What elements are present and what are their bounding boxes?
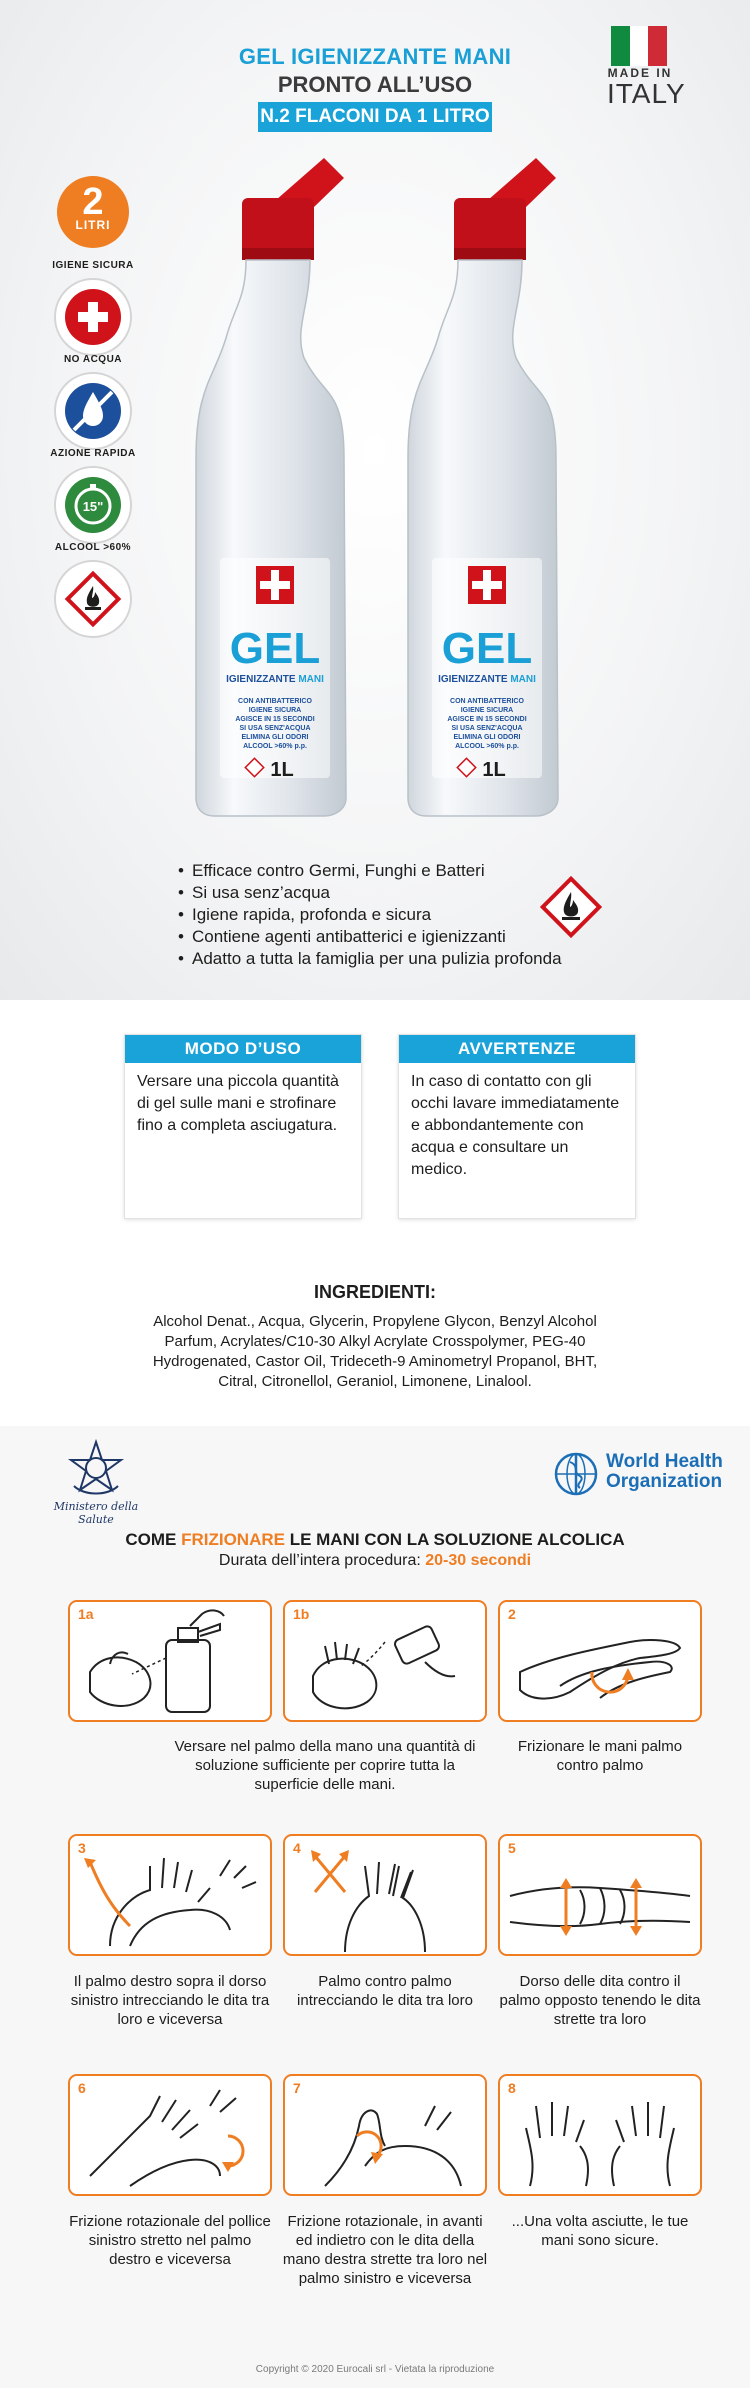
warning-box-title: AVVERTENZE	[399, 1035, 635, 1063]
step-number: 1a	[78, 1606, 94, 1622]
made-in-country: ITALY	[607, 78, 686, 109]
ministry-emblem-icon	[66, 1438, 126, 1498]
who-emblem-icon	[550, 1448, 602, 1500]
step-number: 7	[293, 2080, 301, 2096]
procedure-title-highlight: FRIZIONARE	[181, 1530, 285, 1549]
step-card-7	[283, 2074, 487, 2196]
bottle-line: IGIENE SICURA	[460, 707, 514, 714]
step-number: 8	[508, 2080, 516, 2096]
product-subtitle: PRONTO ALL’USO	[277, 72, 473, 97]
palm-to-palm-illustration	[500, 1602, 700, 1720]
dry-hands-illustration	[500, 2076, 700, 2194]
feature-label: AZIONE RAPIDA	[50, 448, 136, 459]
ingredients-title: INGREDIENTI:	[313, 1282, 436, 1302]
dispense-hands-illustration	[70, 1602, 270, 1720]
step-caption: Palmo contro palmo intrecciando le dita tra loro	[297, 1973, 473, 2009]
feature-bullet: • Igiene rapida, profonda e sicura	[178, 904, 598, 926]
water-drop-icon	[50, 366, 136, 452]
step-card-8	[498, 2074, 702, 2196]
step-number: 2	[508, 1606, 516, 1622]
feature-bullet: • Adatto a tutta la famiglia per una pulizia profonda	[178, 948, 598, 970]
who-name-line1: World Health	[606, 1451, 723, 1472]
interlaced-fingers-illustration	[285, 1836, 485, 1954]
bottle-line: IGIENE SICURA	[248, 707, 302, 714]
svg-text:IGIENIZZANTE MANI	[226, 674, 324, 685]
bottle-line: AGISCE IN 15 SECONDI	[447, 716, 527, 723]
back-of-fingers-illustration	[500, 1836, 700, 1954]
feature-badge-no-water	[50, 354, 136, 452]
step-card-5	[498, 1834, 702, 1956]
step-caption: Frizionare le mani palmo contro palmo	[517, 1738, 683, 1774]
procedure-duration	[0, 1552, 750, 1570]
bottle-subtitle-a: IGIENIZZANTE	[226, 674, 296, 685]
usage-box	[124, 1034, 362, 1219]
fingertips-rotation-illustration	[285, 2076, 485, 2194]
step-card-6	[68, 2074, 272, 2196]
bottle-line: SI USA SENZ'ACQUA	[239, 725, 311, 732]
warning-box	[398, 1034, 636, 1219]
procedure-title-b: LE MANI CON LA SOLUZIONE ALCOLICA	[284, 1530, 625, 1549]
product-features-list	[178, 860, 598, 970]
ingredients-text: Alcohol Denat., Acqua, Glycerin, Propylene Glycon, Benzyl Alcohol Parfum, Acrylates/C10-30 Alkyl Acrylate Crosspolymer, PEG-40 Hydrogenated, Castor Oil, Trideceth-9 Aminometryl Propanol, BHT, Citral, Citronellol, Geraniol, Limonene, Linalool.	[152, 1313, 598, 1390]
step-number: 6	[78, 2080, 86, 2096]
timer-value: 15"	[82, 499, 104, 514]
step-number: 1b	[293, 1606, 310, 1622]
gel-bottle-image	[174, 158, 374, 818]
step-card-3	[68, 1834, 272, 1956]
copyright-footer: Copyright © 2020 Eurocali srl - Vietata la riproduzione	[255, 2364, 495, 2375]
procedure-title-a: COME	[125, 1530, 182, 1549]
step-number: 4	[293, 1840, 301, 1856]
feature-label: IGIENE SICURA	[52, 260, 134, 271]
liters-number: 2	[82, 181, 104, 223]
bottle-volume: 1L	[482, 759, 506, 781]
bottle-line: ALCOOL >60% p.p.	[243, 743, 307, 750]
feature-badge-rapid-action	[50, 448, 136, 546]
step-caption: ...Una volta asciutte, le tue mani sono sicure.	[511, 2213, 689, 2249]
flammable-hazard-icon	[540, 876, 602, 938]
who-name-line2: Organization	[606, 1471, 723, 1492]
svg-text:IGIENIZZANTE MANI	[438, 674, 536, 685]
step-caption: Il palmo destro sopra il dorso sinistro intrecciando le dita tra loro e viceversa	[70, 1973, 270, 2028]
bottle-line: ELIMINA GLI ODORI	[241, 734, 309, 741]
bottle-subtitle-b: MANI	[298, 674, 324, 685]
procedure-duration-label: Durata dell’intera procedura:	[218, 1552, 426, 1569]
bottle-line: CON ANTIBATTERICO	[450, 698, 524, 705]
bottle-volume: 1L	[270, 759, 294, 781]
usage-box-text: Versare una piccola quantità di gel sulle mani e strofinare fino a completa asciugatura.	[137, 1073, 339, 1134]
feature-bullet: • Si usa senz’acqua	[178, 882, 598, 904]
feature-bullet: • Efficace contro Germi, Funghi e Batteri	[178, 860, 598, 882]
who-name	[606, 1452, 746, 1492]
bottle-brand: GEL	[441, 624, 533, 673]
step-card-2	[498, 1600, 702, 1722]
bottle-line: ELIMINA GLI ODORI	[453, 734, 521, 741]
feature-label: NO ACQUA	[63, 354, 123, 365]
thumb-rotation-illustration	[70, 2076, 270, 2194]
bottle-line: CON ANTIBATTERICO	[238, 698, 312, 705]
step-number: 3	[78, 1840, 86, 1856]
step-card-1a	[68, 1600, 272, 1722]
feature-badge-alcohol	[50, 542, 136, 640]
warning-box-text: In caso di contatto con gli occhi lavare immediatamente e abbondantemente con acqua e consultare un medico.	[411, 1073, 620, 1178]
bottle-brand: GEL	[229, 624, 321, 673]
flammable-icon	[50, 554, 136, 640]
step-caption: Versare nel palmo della mano una quantità di soluzione sufficiente per coprire tutta la superficie delle mani.	[174, 1738, 476, 1793]
step-caption: Frizione rotazionale, in avanti ed indietro con le dita della mano destra strette tra loro nel palmo sinistro e viceversa	[282, 2213, 488, 2287]
italy-flag-icon	[611, 26, 667, 66]
pour-hands-illustration	[285, 1602, 485, 1720]
ministry-name: Ministero della Salute	[53, 1500, 139, 1526]
feature-label: ALCOOL >60%	[54, 542, 132, 553]
timer-icon	[50, 460, 136, 546]
feature-badge-safe-hygiene	[50, 260, 136, 358]
liters-badge	[57, 176, 129, 248]
bottle-line: SI USA SENZ'ACQUA	[451, 725, 523, 732]
liters-unit: LITRI	[75, 218, 111, 232]
made-in-label: MADE IN	[607, 66, 673, 80]
procedure-duration-value: 20-30 secondi	[425, 1552, 532, 1569]
bottle-line: ALCOOL >60% p.p.	[455, 743, 519, 750]
product-quantity-banner: N.2 FLACONI DA 1 LITRO	[258, 102, 492, 132]
usage-box-title: MODO D’USO	[125, 1035, 361, 1063]
step-caption: Frizione rotazionale del pollice sinistro stretto nel palmo destro e viceversa	[69, 2213, 271, 2268]
bottle-line: AGISCE IN 15 SECONDI	[235, 716, 315, 723]
step-card-1b	[283, 1600, 487, 1722]
bottle-subtitle-b: MANI	[510, 674, 536, 685]
palm-over-back-illustration	[70, 1836, 270, 1954]
gel-bottle-image	[386, 158, 586, 818]
cross-icon	[50, 272, 136, 358]
feature-bullet: • Contiene agenti antibatterici e igienizzanti	[178, 926, 598, 948]
step-card-4	[283, 1834, 487, 1956]
step-caption: Dorso delle dita contro il palmo opposto tenendo le dita strette tra loro	[499, 1973, 701, 2028]
procedure-title	[0, 1530, 750, 1550]
bottle-subtitle-a: IGIENIZZANTE	[438, 674, 508, 685]
product-title: GEL IGIENIZZANTE MANI	[238, 44, 512, 69]
step-number: 5	[508, 1840, 516, 1856]
